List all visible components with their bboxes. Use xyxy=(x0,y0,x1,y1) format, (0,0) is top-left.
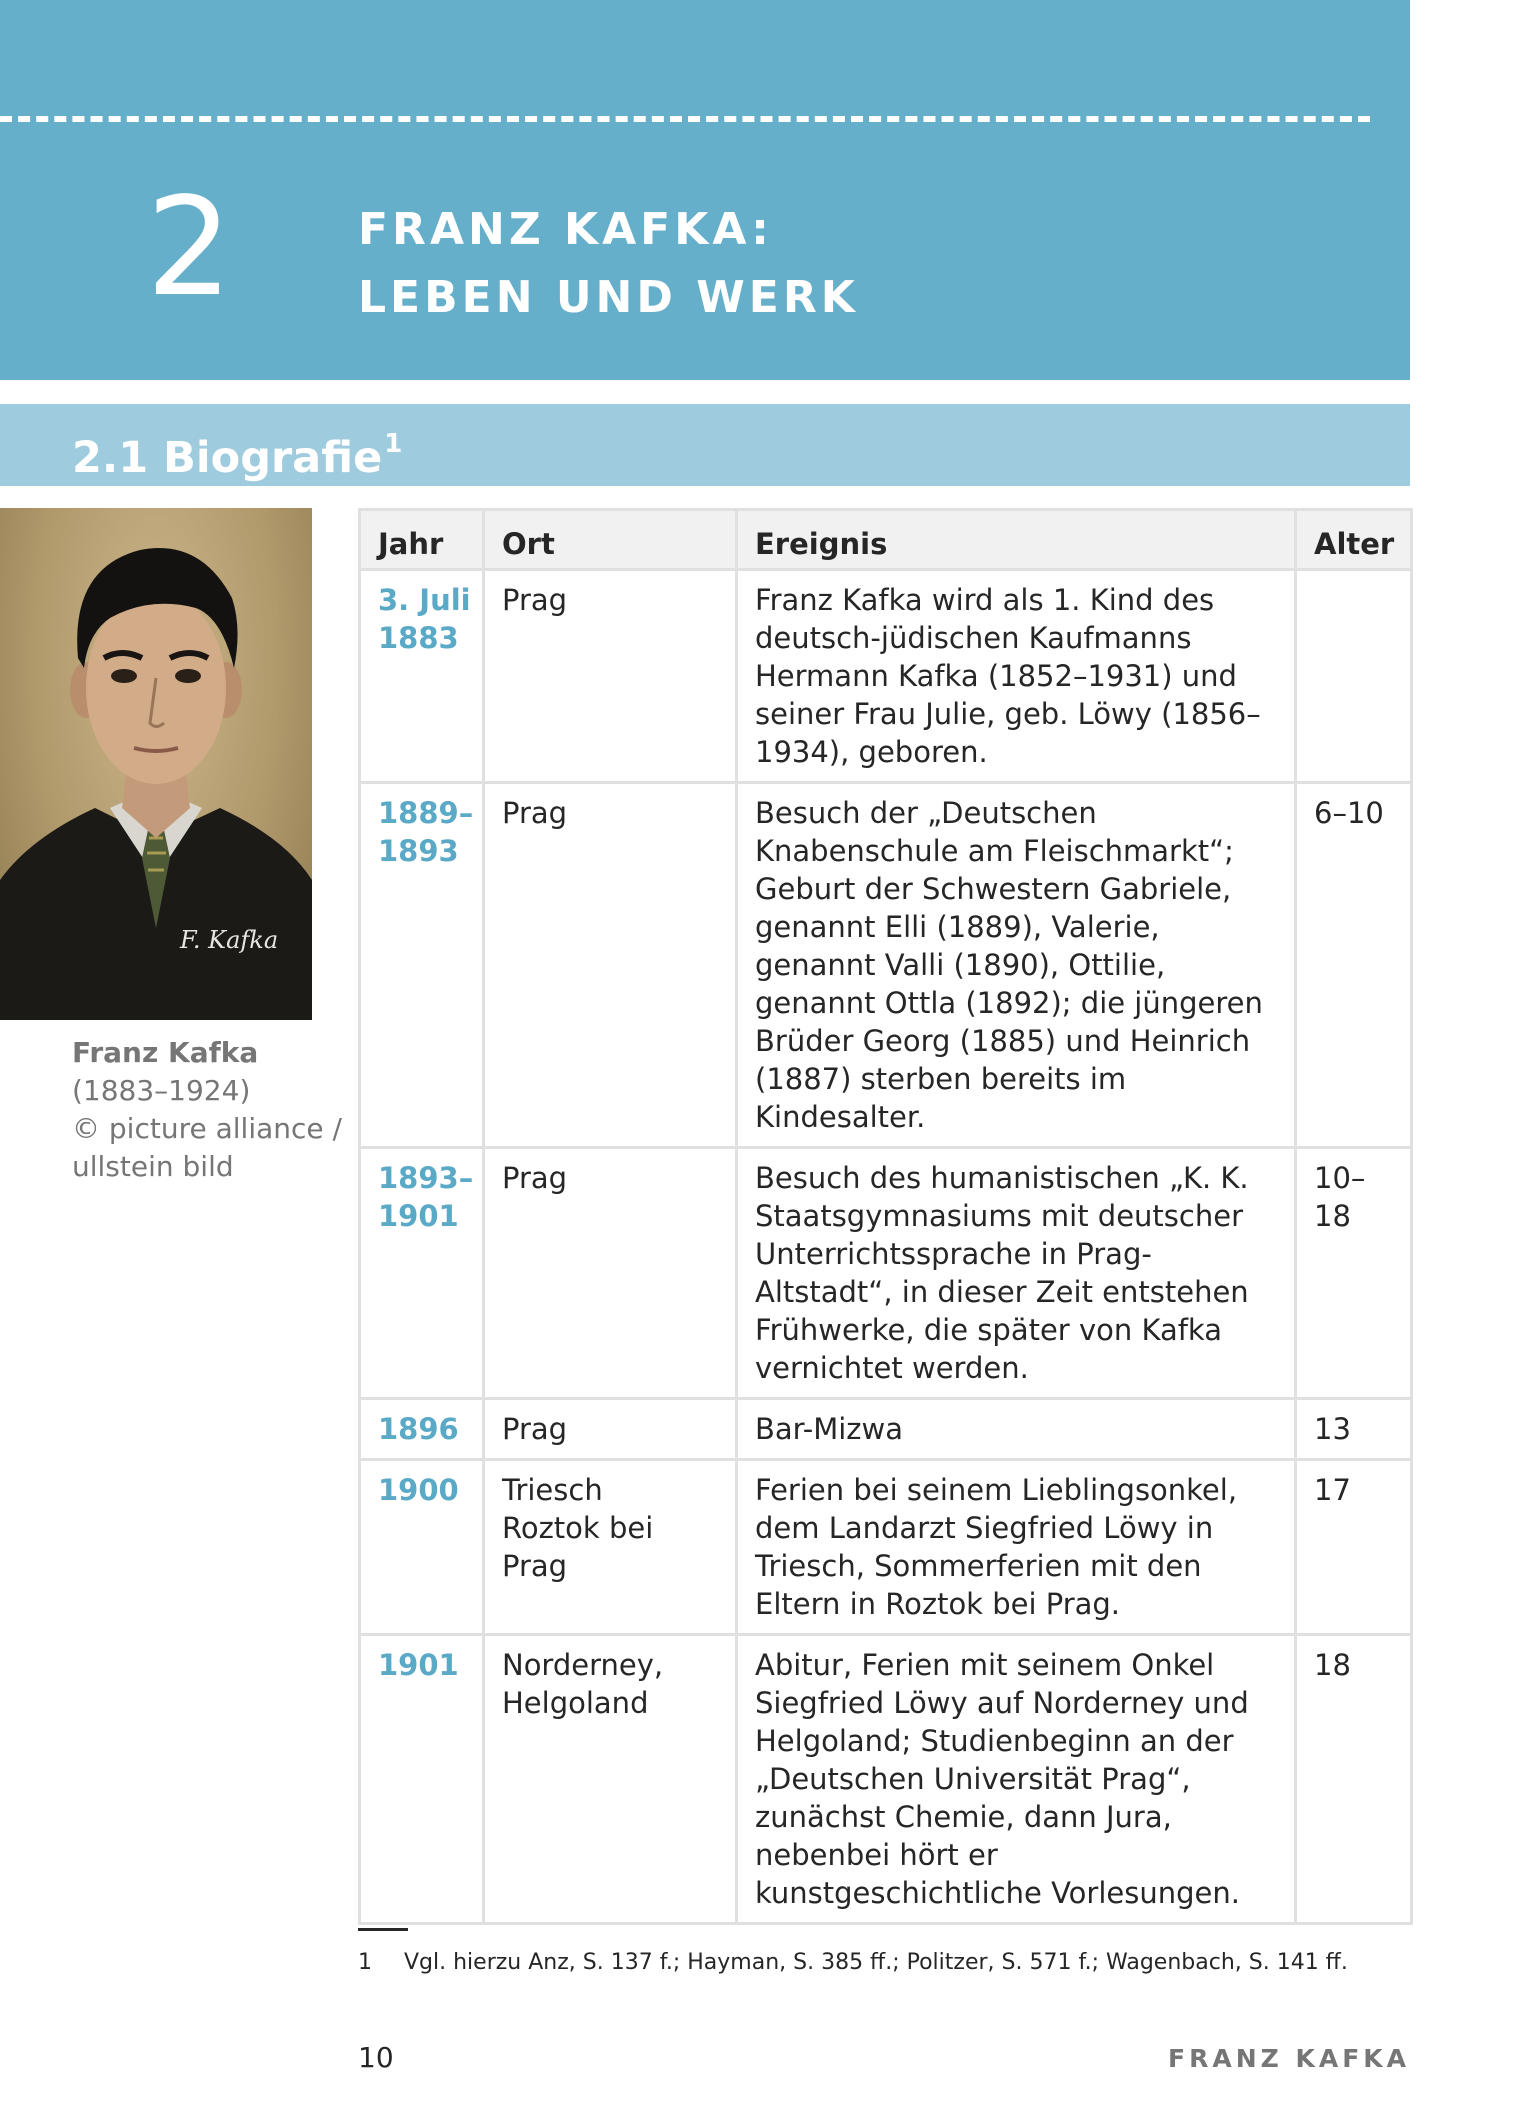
page-number: 10 xyxy=(358,2041,394,2074)
cell-event: Abitur, Ferien mit seinem Onkel Siegfried Löwy auf Norderney und Helgoland; Studienbeginn an der „Deutschen Universität Prag“, zunächst Chemie, dann Jura, nebenbei hört er kunstgeschichtliche Vorlesungen. xyxy=(737,1635,1296,1924)
dashed-divider xyxy=(0,116,1370,122)
section-title-text: 2.1 Biografie xyxy=(72,433,383,483)
caption-credit-line2: ullstein bild xyxy=(72,1150,234,1183)
cell-age: 13 xyxy=(1296,1399,1412,1460)
table-row xyxy=(360,570,1412,783)
chapter-title-line2: LEBEN UND WERK xyxy=(358,272,859,323)
table-header-row xyxy=(360,510,1412,570)
chapter-title-line1: FRANZ KAFKA: xyxy=(358,204,773,255)
section-title xyxy=(72,416,402,486)
cell-year: 1901 xyxy=(360,1635,484,1924)
header-place: Ort xyxy=(484,510,737,570)
caption-name: Franz Kafka xyxy=(72,1036,259,1069)
footnote-reference: 1 xyxy=(384,429,403,459)
caption-credit-line1: © picture alliance / xyxy=(72,1112,342,1145)
header-age: Alter xyxy=(1296,510,1412,570)
portrait-illustration xyxy=(0,508,312,1020)
cell-place: Prag xyxy=(484,570,737,783)
cell-year: 3. Juli 1883 xyxy=(360,570,484,783)
kafka-portrait-image xyxy=(0,508,312,1020)
cell-place: Prag xyxy=(484,783,737,1148)
caption-years: (1883–1924) xyxy=(72,1074,251,1107)
portrait-caption xyxy=(72,1034,342,1186)
header-event: Ereignis xyxy=(737,510,1296,570)
cell-place: Triesch Roztok bei Prag xyxy=(484,1460,737,1635)
table-row xyxy=(360,1148,1412,1399)
cell-event: Besuch der „Deutschen Knabenschule am Fleischmarkt“; Geburt der Schwestern Gabriele, genannt Elli (1889), Valerie, genannt Valli (1890), Ottilie, genannt Ottla (1892); die jüngeren Brüder Georg (1885) und Heinrich (1887) sterben bereits im Kindesalter. xyxy=(737,783,1296,1148)
cell-event: Ferien bei seinem Lieblingsonkel, dem Landarzt Siegfried Löwy in Triesch, Sommerferien mit den Eltern in Roztok bei Prag. xyxy=(737,1460,1296,1635)
footnote-number: 1 xyxy=(358,1950,372,1975)
cell-place: Prag xyxy=(484,1148,737,1399)
cell-place: Prag xyxy=(484,1399,737,1460)
running-head: FRANZ KAFKA xyxy=(1168,2044,1410,2073)
header-year: Jahr xyxy=(360,510,484,570)
table-row xyxy=(360,783,1412,1148)
footnote-text: Vgl. hierzu Anz, S. 137 f.; Hayman, S. 385 ff.; Politzer, S. 571 f.; Wagenbach, S. 141 ff. xyxy=(404,1950,1348,1975)
table-row xyxy=(360,1399,1412,1460)
cell-year: 1889– 1893 xyxy=(360,783,484,1148)
cell-age: 18 xyxy=(1296,1635,1412,1924)
chapter-title xyxy=(358,196,859,332)
footnote xyxy=(358,1948,1410,1978)
cell-age: 10–18 xyxy=(1296,1148,1412,1399)
cell-year: 1900 xyxy=(360,1460,484,1635)
cell-event: Besuch des humanistischen „K. K. Staatsgymnasiums mit deutscher Unterrichtssprache in Prag-Altstadt“, in dieser Zeit entstehen Frühwerke, die später von Kafka vernichtet werden. xyxy=(737,1148,1296,1399)
cell-event: Bar-Mizwa xyxy=(737,1399,1296,1460)
cell-age: 6–10 xyxy=(1296,783,1412,1148)
cell-age: 17 xyxy=(1296,1460,1412,1635)
cell-place: Norderney, Helgoland xyxy=(484,1635,737,1924)
portrait-signature: F. Kafka xyxy=(180,926,279,954)
chapter-number: 2 xyxy=(146,169,233,327)
table-row xyxy=(360,1460,1412,1635)
cell-year: 1896 xyxy=(360,1399,484,1460)
cell-event: Franz Kafka wird als 1. Kind des deutsch-jüdischen Kaufmanns Hermann Kafka (1852–1931) und seiner Frau Julie, geb. Löwy (1856–1934), geboren. xyxy=(737,570,1296,783)
cell-year: 1893– 1901 xyxy=(360,1148,484,1399)
footnote-rule xyxy=(358,1928,408,1931)
biography-table xyxy=(358,508,1413,1925)
cell-age xyxy=(1296,570,1412,783)
table-row xyxy=(360,1635,1412,1924)
